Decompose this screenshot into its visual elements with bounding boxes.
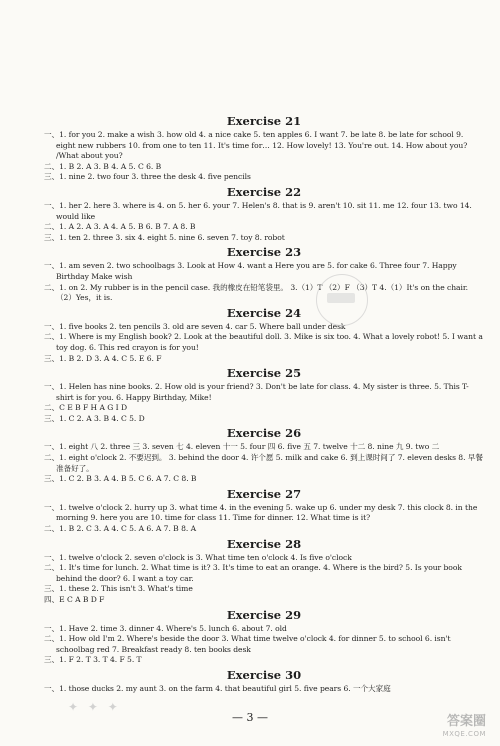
answer-line: 三、1. these 2. This isn't 3. What's time — [44, 584, 193, 594]
exercise-section — [44, 668, 484, 695]
exercise-title: Exercise 30 — [226, 667, 302, 682]
watermark-logo — [443, 716, 486, 740]
faint-seal-mark: ✦ ✦ ✦ — [68, 700, 121, 714]
exercise-title: Exercise 21 — [226, 114, 302, 128]
answer-line: 三、1. B 2. D 3. A 4. C 5. E 6. F — [44, 353, 162, 363]
exercise-title: Exercise 28 — [226, 536, 302, 551]
answer-line: 三、1. F 2. T 3. T 4. F 5. T — [44, 655, 142, 665]
exercise-title: Exercise 22 — [226, 184, 302, 199]
exercise-title: Exercise 25 — [226, 366, 302, 381]
watermark-url: MXQE.COM — [442, 730, 486, 738]
answer-line: 二、1. Where is my English book? 2. Look at the beautiful doll. 3. Mike is six too. 4. What a lovely robot! 5. I want a toy dog. 6. This red crayon is for you! — [44, 332, 483, 352]
answer-line: 四、E C A B D F — [44, 595, 105, 604]
answer-line: 一、1. am seven 2. two schoolbags 3. Look at How 4. want a Here you are 5. for cake 6. Three four 7. Happy Birthday Make wish — [44, 261, 457, 281]
answer-line: 一、1. Have 2. time 3. dinner 4. Where's 5. lunch 6. about 7. old — [44, 623, 287, 633]
exercise-title: Exercise 26 — [226, 426, 302, 441]
answer-line: 二、1. B 2. A 3. B 4. A 5. C 6. B — [44, 161, 162, 171]
exercise-title: Exercise 29 — [226, 607, 302, 622]
exercise-section — [44, 245, 484, 303]
answer-line: 二、1. eight o'clock 2. 不要迟到。 3. behind the door 4. 许个愿 5. milk and cake 6. 到上课时间了 7. eleven desks 8. 早餐准备好了。 — [44, 453, 483, 473]
exercise-section — [44, 366, 484, 424]
exercise-section — [44, 537, 484, 606]
answer-line: 一、1. eight 八 2. three 三 3. seven 七 4. eleven 十一 5. four 四 6. five 五 7. twelve 十二 8. nine 九 9. two 二 — [44, 442, 440, 452]
exercise-section — [44, 306, 484, 364]
exercise-title: Exercise 23 — [226, 245, 302, 260]
answer-line: 一、1. those ducks 2. my aunt 3. on the farm 4. that beautiful girl 5. five pears 6. 一个大家庭 — [44, 683, 391, 693]
exercise-section — [44, 114, 484, 183]
answer-line: 一、1. her 2. here 3. where is 4. on 5. her 6. your 7. Helen's 8. that is 9. aren't 10. sit 11. me 12. four 13. two 14. would like — [44, 200, 472, 221]
answer-line: 三、1. ten 2. three 3. six 4. eight 5. nine 6. seven 7. toy 8. robot — [44, 232, 285, 242]
answer-line: 一、1. Helen has nine books. 2. How old is your friend? 3. Don't be late for class. 4. My sister is three. 5. This T-shirt is for you. 6. Happy Birthday, Mike! — [44, 382, 469, 402]
watermark-brand: 答案圈 — [446, 714, 486, 729]
answer-line: 三、1. nine 2. two four 3. three the desk 4. five pencils — [44, 172, 251, 182]
answer-line: 二、1. A 2. A 3. A 4. A 5. B 6. B 7. A 8. B — [44, 222, 196, 232]
exercise-section — [44, 487, 484, 535]
answer-line: 二、1. How old I'm 2. Where's beside the door 3. What time twelve o'clock 4. for dinner 5. to school 6. isn't schoolbag red 7. Breakfast ready 8. ten books desk — [44, 634, 451, 654]
exercise-section — [44, 185, 484, 243]
answer-line: 一、1. twelve o'clock 2. hurry up 3. what time 4. in the evening 5. wake up 6. under my desk 7. this clock 8. in the morning 9. here you are 10. time for class 11. Time for dinner. 12. What time is it? — [44, 502, 478, 523]
exercise-title: Exercise 24 — [226, 305, 302, 320]
page-number: — 3 — — [232, 711, 268, 724]
answer-line: 一、1. for you 2. make a wish 3. how old 4. a nice cake 5. ten apples 6. I want 7. be late 8. be late for school 9. eight new rubbers 10. from one to ten 11. It's time for… 12. How lovely! 13. You're out. 14. How about you? /What about you? — [44, 130, 468, 161]
answer-line: 一、1. twelve o'clock 2. seven o'clock is 3. What time ten o'clock 4. Is five o'clock — [44, 552, 352, 562]
answer-line: 一、1. five books 2. ten pencils 3. old are seven 4. car 5. Where ball under desk — [44, 321, 346, 331]
answer-page — [44, 112, 484, 696]
answer-line: 二、1. It's time for lunch. 2. What time is it? 3. It's time to eat an orange. 4. Where is the bird? 5. Is your book behind the door? 6. I want a toy car. — [44, 563, 462, 583]
answer-line: 二、1. on 2. My rubber is in the pencil case. 我的橡皮在铅笔袋里。 3.（1）T （2）F （3）T 4.（1）It's on the chair. （2）Yes，it is. — [44, 282, 469, 303]
answer-line: 二、C E B F H A G I D — [44, 403, 128, 413]
exercise-section — [44, 608, 484, 666]
exercise-section — [44, 426, 484, 484]
answer-line: 二、1. B 2. C 3. A 4. C 5. A 6. A 7. B 8. A — [44, 524, 197, 534]
answer-line: 三、1. C 2. B 3. A 4. B 5. C 6. A 7. C 8. B — [44, 474, 197, 484]
exercise-title: Exercise 27 — [226, 486, 302, 501]
answer-line: 三、1. C 2. A 3. B 4. C 5. D — [44, 413, 145, 423]
stamp-seal-icon — [316, 274, 368, 326]
